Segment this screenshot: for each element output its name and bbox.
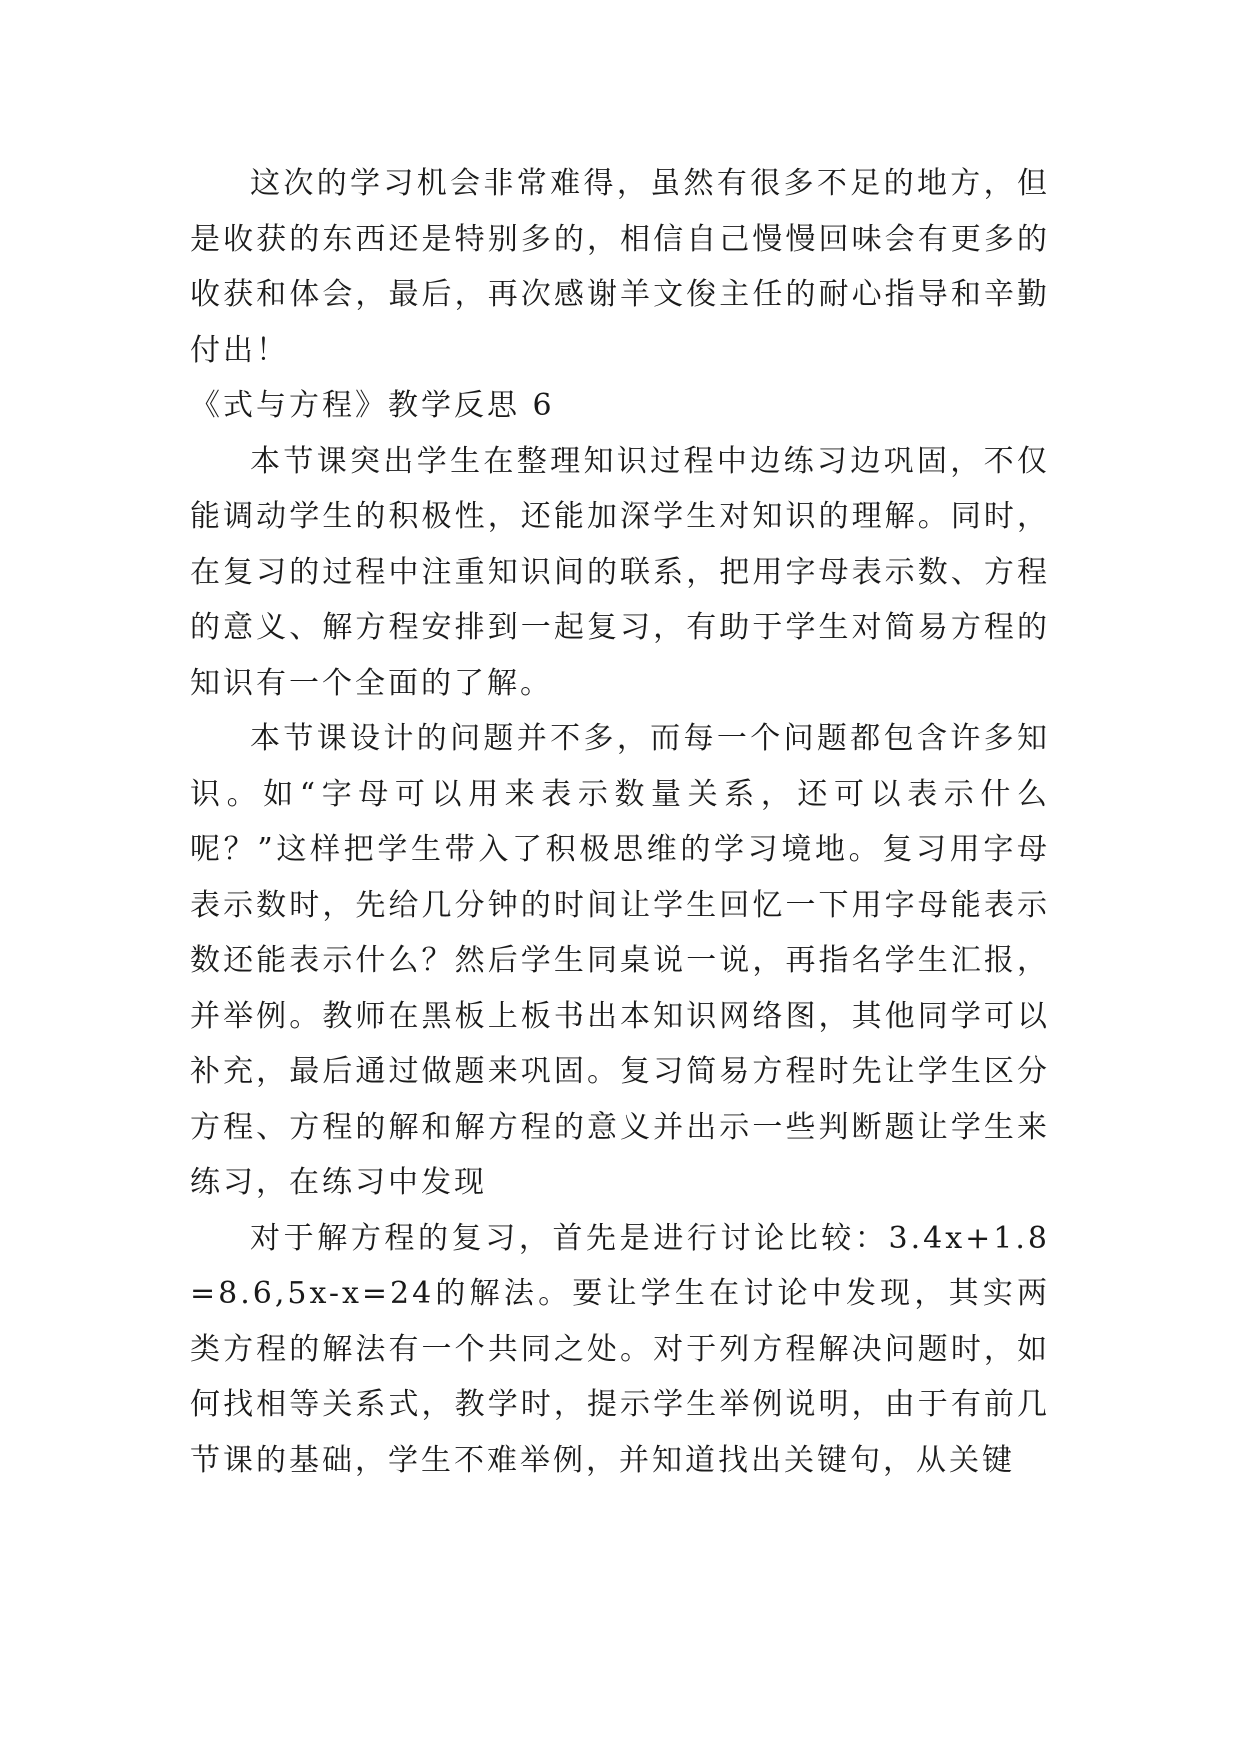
paragraph-equation-review: 对于解方程的复习，首先是进行讨论比较：3.4x+1.8=8.6,5x-x=24的解法。要让学生在讨论中发现，其实两类方程的解法有一个共同之处。对于列方程解决问题时，如何找相等关系式，教学时，提示学生举例说明，由于有前几节课的基础，学生不难举例，并知道找出关键句，从关键 (190, 1220, 1050, 1478)
paragraph-lesson-summary: 本节课突出学生在整理知识过程中边练习边巩固，不仅能调动学生的积极性，还能加深学生对知识的理解。同时，在复习的过程中注重知识间的联系，把用字母表示数、方程的意义、解方程安排到一起复习，有助于学生对简易方程的知识有一个全面的了解。 (190, 443, 1050, 701)
section-title: 《式与方程》教学反思 6 (190, 388, 555, 423)
paragraph-closing-thanks: 这次的学习机会非常难得，虽然有很多不足的地方，但是收获的东西还是特别多的，相信自己慢慢回味会有更多的收获和体会，最后，再次感谢羊文俊主任的耐心指导和辛勤付出！ (190, 166, 1050, 368)
paragraph-question-design: 本节课设计的问题并不多，而每一个问题都包含许多知识。如“字母可以用来表示数量关系，还可以表示什么呢？”这样把学生带入了积极思维的学习境地。复习用字母表示数时，先给几分钟的时间让学生回忆一下用字母能表示数还能表示什么？然后学生同桌说一说，再指名学生汇报，并举例。教师在黑板上板书出本知识网络图，其他同学可以补充，最后通过做题来巩固。复习简易方程时先让学生区分方程、方程的解和解方程的意义并出示一些判断题让学生来练习，在练习中发现 (190, 721, 1050, 1200)
document-body (190, 156, 1050, 1488)
